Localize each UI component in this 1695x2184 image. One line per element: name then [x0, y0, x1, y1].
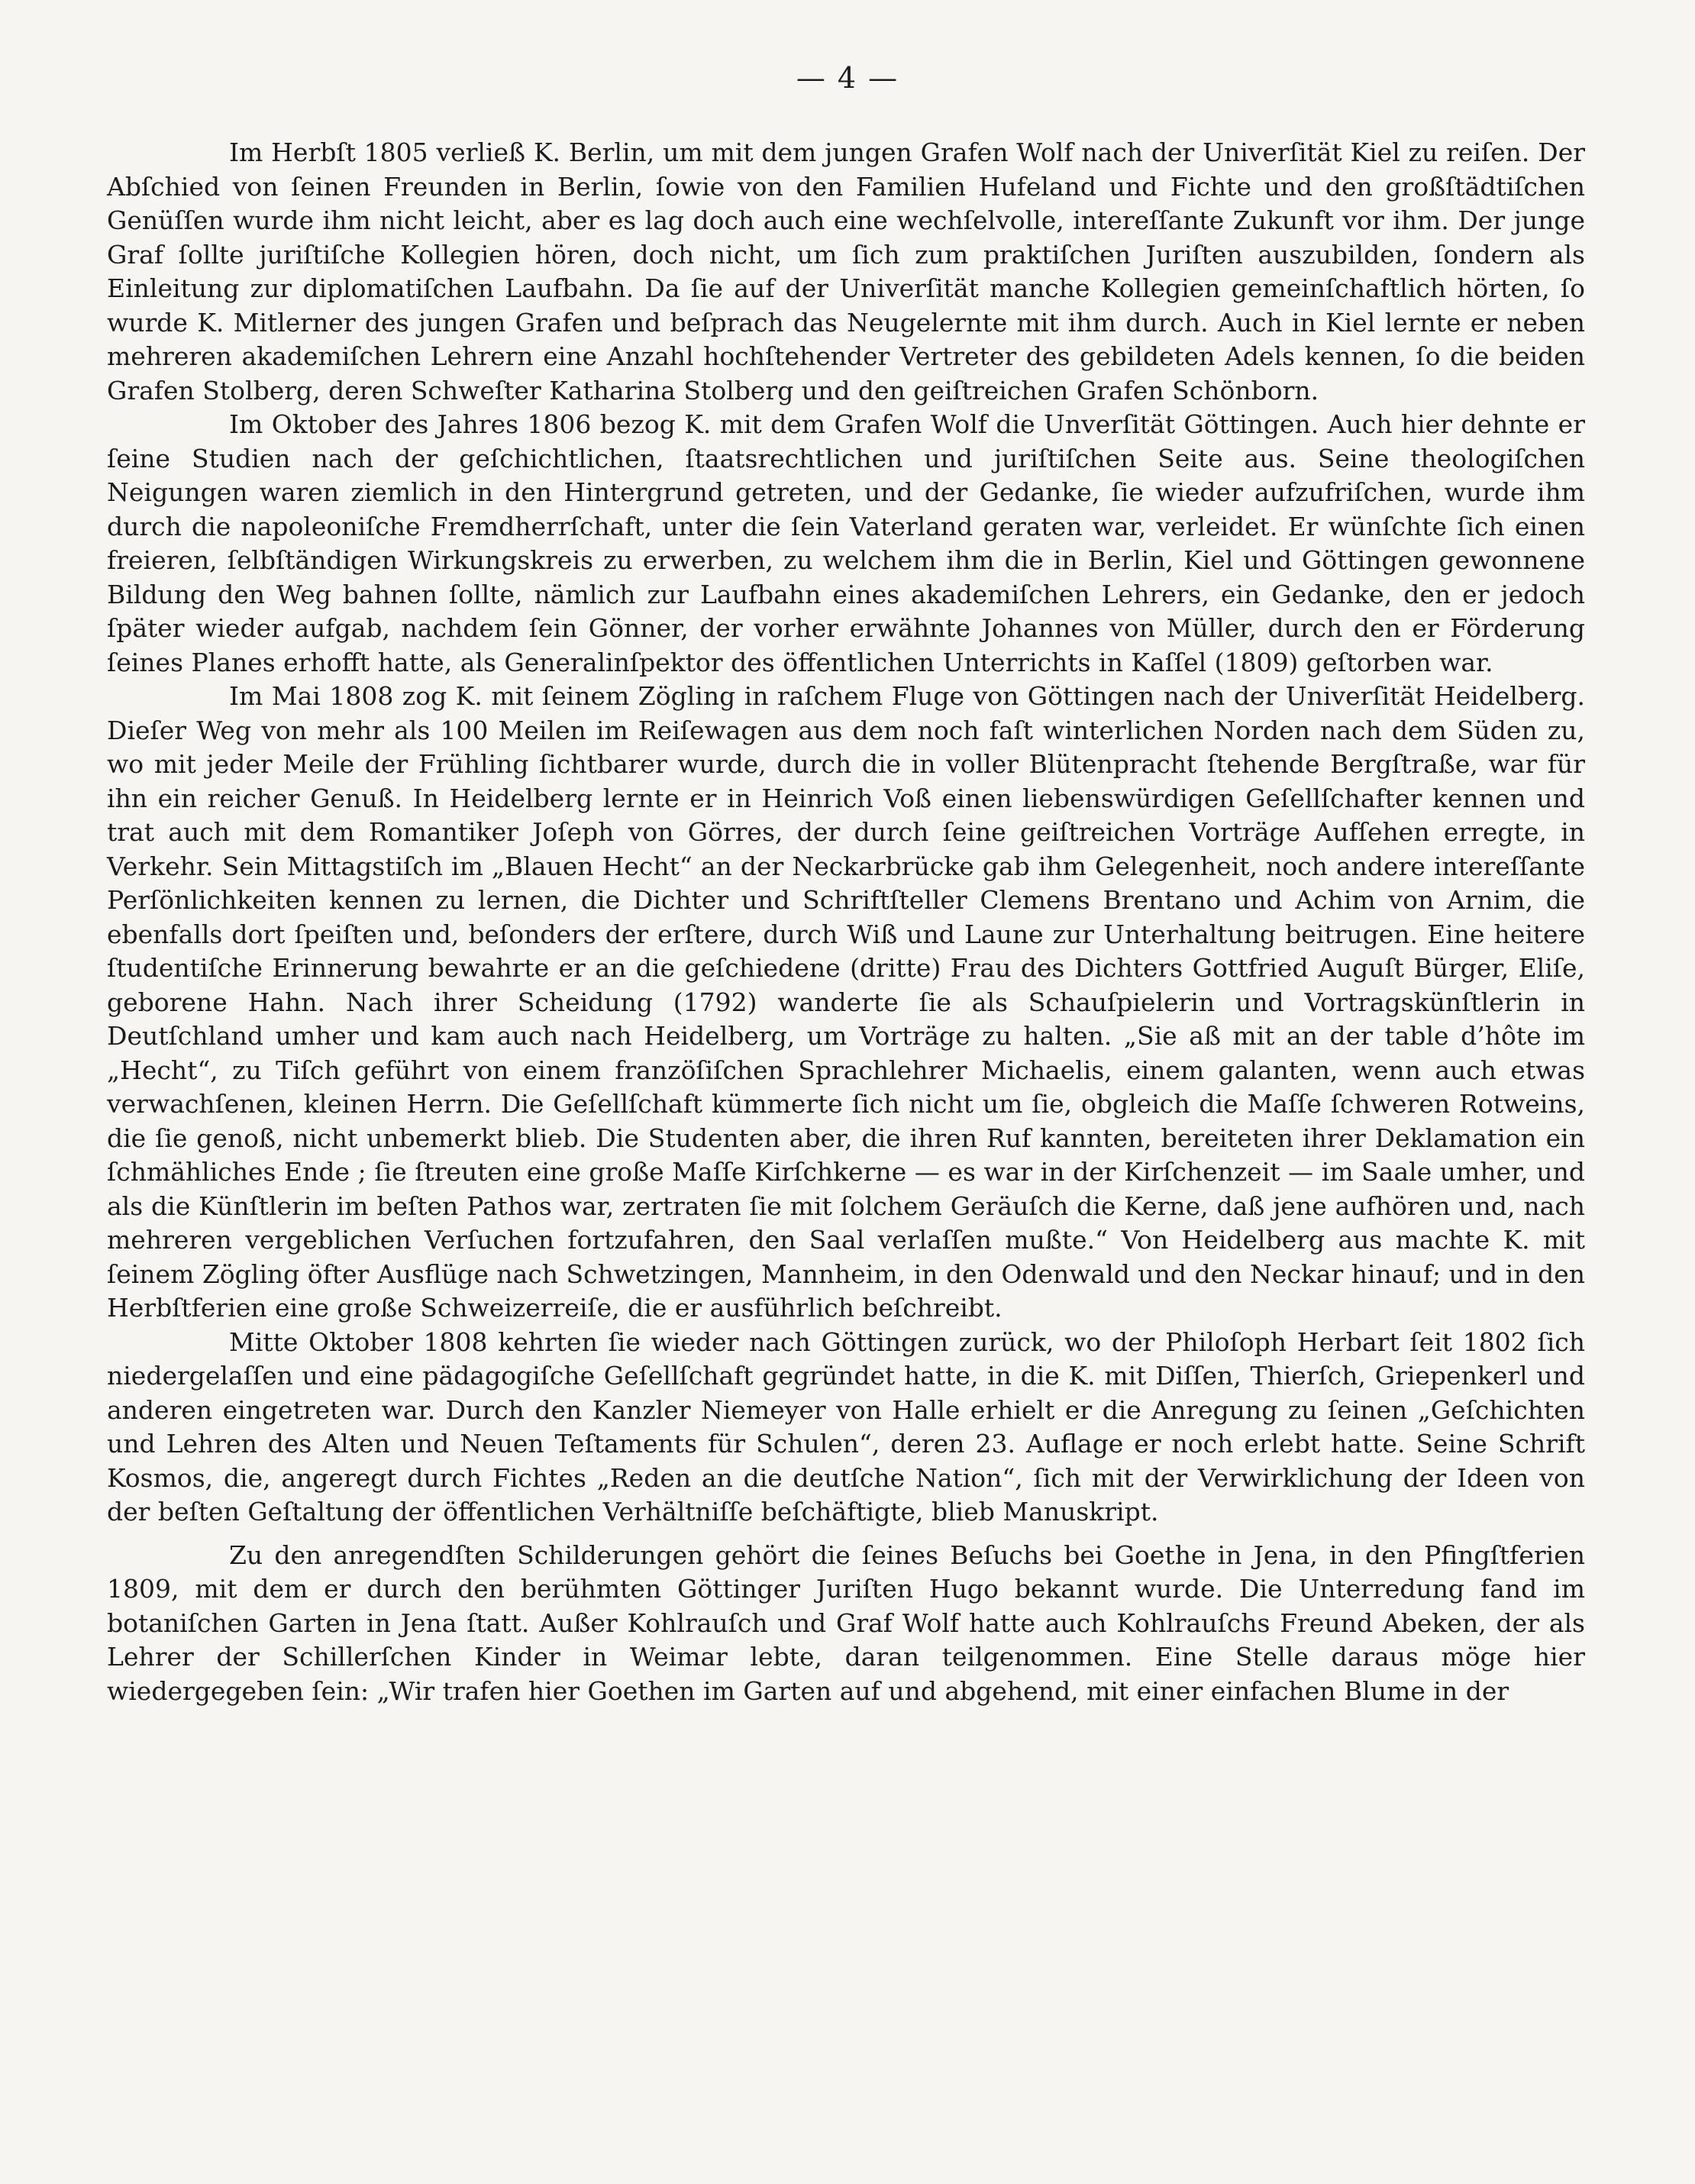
page-number: — 4 —: [796, 61, 899, 95]
paragraph: Im Oktober des Jahres 1806 bezog K. mit dem Grafen Wolf die Unverſität Göttingen. Auch hier dehnte er ſeine Studien nach der geſchichtlichen, ſtaatsrechtlichen und juriſtiſchen Seite aus. Seine theologiſchen Neigungen waren ziemlich in den Hintergrund getreten, und der Gedanke, ſie wieder aufzufriſchen, wurde ihm durch die napoleoniſche Fremdherrſchaft, unter die ſein Vaterland geraten war, verleidet. Er wünſchte ſich einen freieren, ſelbſtändigen Wirkungskreis zu erwerben, zu welchem ihm die in Berlin, Kiel und Göttingen gewonnene Bildung den Weg bahnen ſollte, nämlich zur Laufbahn eines akademiſchen Lehrers, ein Gedanke, den er jedoch ſpäter wieder aufgab, nachdem ſein Gönner, der vorher erwähnte Johannes von Müller, durch den er Förderung ſeines Planes erhofft hatte, als Generalinſpektor des öffentlichen Unterrichts in Kaſſel (1809) geſtorben war.: [107, 409, 1585, 677]
paragraph: Mitte Oktober 1808 kehrten ſie wieder nach Göttingen zurück, wo der Philoſoph Herbart ſeit 1802 ſich niedergelaſſen und eine pädagogiſche Geſellſchaft gegründet hatte, in die K. mit Diſſen, Thierſch, Griepenkerl und anderen eingetreten war. Durch den Kanzler Niemeyer von Halle erhielt er die Anregung zu ſeinen „Geſchichten und Lehren des Alten und Neuen Teſtaments für Schulen“, deren 23. Auflage er noch erlebt hatte. Seine Schrift Kosmos, die, angeregt durch Fichtes „Reden an die deutſche Nation“, ſich mit der Verwirklichung der Ideen von der beſten Geſtaltung der öffentlichen Verhältniſſe beſchäftigte, blieb Manuskript.: [107, 1326, 1585, 1527]
paragraph: Zu den anregendſten Schilderungen gehört die ſeines Beſuchs bei Goethe in Jena, in den Pfingſtferien 1809, mit dem er durch den berühmten Göttinger Juriſten Hugo bekannt wurde. Die Unterredung fand im botaniſchen Garten in Jena ſtatt. Außer Kohlrauſch und Graf Wolf hatte auch Kohlrauſchs Freund Abeken, der als Lehrer der Schillerſchen Kinder in Weimar lebte, daran teilgenommen. Eine Stelle daraus möge hier wiedergegeben ſein: „Wir trafen hier Goethen im Garten auf und abgehend, mit einer einfachen Blume in der: [107, 1539, 1585, 1706]
paragraph: Im Herbſt 1805 verließ K. Berlin, um mit dem jungen Grafen Wolf nach der Univerſität Kiel zu reiſen. Der Abſchied von ſeinen Freunden in Berlin, ſowie von den Familien Hufeland und Fichte und den großſtädtiſchen Genüſſen wurde ihm nicht leicht, aber es lag doch auch eine wechſelvolle, intereſſante Zukunft vor ihm. Der junge Graf ſollte juriſtiſche Kollegien hören, doch nicht, um ſich zum praktiſchen Juriſten auszubilden, ſondern als Einleitung zur diplomatiſchen Laufbahn. Da ſie auf der Univerſität manche Kollegien gemeinſchaftlich hörten, ſo wurde K. Mitlerner des jungen Grafen und beſprach das Neugelernte mit ihm durch. Auch in Kiel lernte er neben mehreren akademiſchen Lehrern eine Anzahl hochſtehender Vertreter des gebildeten Adels kennen, ſo die beiden Grafen Stolberg, deren Schweſter Katharina Stolberg und den geiſtreichen Grafen Schönborn.: [107, 137, 1585, 405]
paragraph: Im Mai 1808 zog K. mit ſeinem Zögling in raſchem Fluge von Göttingen nach der Univerſität Heidelberg. Dieſer Weg von mehr als 100 Meilen im Reiſewagen aus dem noch faſt winterlichen Norden nach dem Süden zu, wo mit jeder Meile der Frühling ſichtbarer wurde, durch die in voller Blütenpracht ſtehende Bergſtraße, war für ihn ein reicher Genuß. In Heidelberg lernte er in Heinrich Voß einen liebenswürdigen Geſellſchafter kennen und trat auch mit dem Romantiker Joſeph von Görres, der durch ſeine geiſtreichen Vorträge Aufſehen erregte, in Verkehr. Sein Mittagstiſch im „Blauen Hecht“ an der Neckarbrücke gab ihm Gelegenheit, noch andere intereſſante Perſönlichkeiten kennen zu lernen, die Dichter und Schriftſteller Clemens Brentano und Achim von Arnim, die ebenfalls dort ſpeiſten und, beſonders der erſtere, durch Wiß und Laune zur Unterhaltung beitrugen. Eine heitere ſtudentiſche Erinnerung bewahrte er an die geſchiedene (dritte) Frau des Dichters Gottfried Auguſt Bürger, Eliſe, geborene Hahn. Nach ihrer Scheidung (1792) wanderte ſie als Schauſpielerin und Vortragskünſtlerin in Deutſchland umher und kam auch nach Heidelberg, um Vorträge zu halten. „Sie aß mit an der table d’hôte im „Hecht“, zu Tiſch geführt von einem franzöſiſchen Sprachlehrer Michaelis, einem galanten, wenn auch etwas verwachſenen, kleinen Herrn. Die Geſellſchaft kümmerte ſich nicht um ſie, obgleich die Maſſe ſchweren Rotweins, die ſie genoß, nicht unbemerkt blieb. Die Studenten aber, die ihren Ruf kannten, bereiteten ihrer Deklamation ein ſchmähliches Ende ; ſie ſtreuten eine große Maſſe Kirſchkerne — es war in der Kirſchenzeit — im Saale umher, und als die Künſtlerin im beſten Pathos war, zertraten ſie mit ſolchem Geräuſch die Kerne, daß jene aufhören und, nach mehreren vergeblichen Verſuchen fortzufahren, den Saal verlaſſen mußte.“ Von Heidelberg aus machte K. mit ſeinem Zögling öfter Ausflüge nach Schwetzingen, Mannheim, in den Odenwald und den Neckar hinauf; und in den Herbſtferien eine große Schweizerreiſe, die er ausführlich beſchreibt.: [107, 681, 1585, 1323]
body-text: [107, 136, 1585, 1708]
